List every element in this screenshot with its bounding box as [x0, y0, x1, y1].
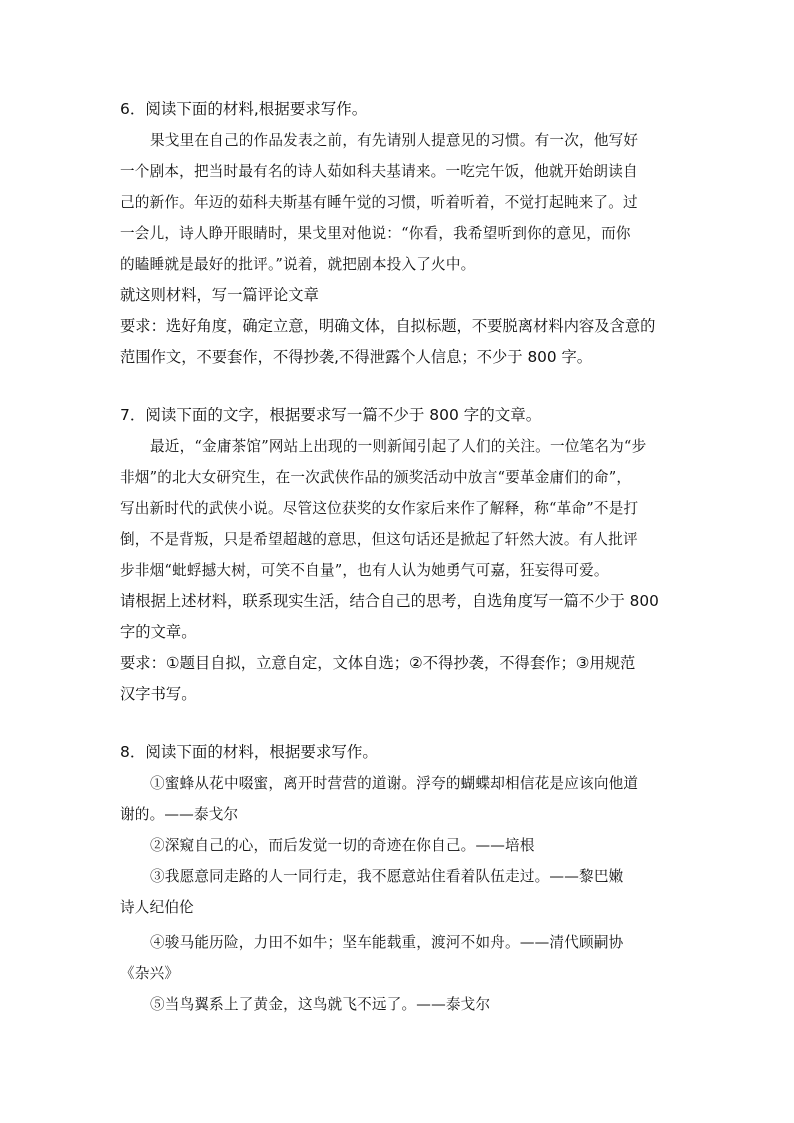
question-7-requirement-line: 汉字书写。: [120, 685, 197, 703]
question-7-material-line: 最近，“金庸茶馆”网站上出现的一则新闻引起了人们的关注。一位笔名为“步: [150, 438, 647, 455]
question-8-quote-1-cont: 谢的。——泰戈尔: [120, 806, 239, 823]
question-8-title: 8．阅读下面的材料，根据要求写作。: [120, 743, 378, 761]
question-7-requirement-line: 要求：①题目自拟，立意自定，文体自选；②不得抄袭，不得套作；③用规范: [120, 654, 636, 672]
question-6-material-line: 己的新作。年迈的茹科夫斯基有睡午觉的习惯，听着听着，不觉打起盹来了。过: [120, 194, 638, 211]
question-7-instruction-line: 字的文章。: [120, 623, 197, 641]
question-8-quote-1: ①蜜蜂从花中啜蜜，离开时营营的道谢。浮夸的蝴蝶却相信花是应该向他道: [150, 775, 639, 792]
question-6-material-line: 的瞌睡就是最好的批评。”说着，就把剧本投入了火中。: [120, 256, 476, 273]
question-6-material-line: 果戈里在自己的作品发表之前，有先请别人提意见的习惯。有一次，他写好: [150, 132, 639, 149]
question-6-material-line: 一会儿，诗人睁开眼睛时，果戈里对他说：“你看，我希望听到你的意见，而你: [120, 225, 631, 242]
question-7-material-line: 步非烟“蚍蜉撼大树，可笑不自量”，也有人认为她勇气可嘉，狂妄得可爱。: [120, 562, 609, 579]
question-6-requirement-line: 要求：选好角度，确定立意，明确文体，自拟标题，不要脱离材料内容及含意的: [120, 317, 656, 335]
question-7-material-line: 写出新时代的武侠小说。尽管这位获奖的女作家后来作了解释，称“革命”不是打: [120, 500, 639, 517]
spacer: [120, 710, 680, 737]
question-6-title: 6．阅读下面的材料,根据要求写作。: [120, 100, 368, 118]
question-7-instruction-line: 请根据上述材料，联系现实生活，结合自己的思考，自选角度写一篇不少于 800: [120, 592, 659, 610]
question-8-quote-4: ④骏马能历险，力田不如牛；坚车能载重，渡河不如舟。——清代顾嗣协: [150, 934, 624, 951]
question-7-title: 7．阅读下面的文字，根据要求写一篇不少于 800 字的文章。: [120, 406, 542, 424]
question-7-material-line: 倒，不是背叛，只是希望超越的意思，但这句话还是掀起了轩然大波。有人批评: [120, 531, 638, 548]
question-6-requirement-line: 范围作文，不要套作，不得抄袭,不得泄露个人信息；不少于 800 字。: [120, 348, 593, 366]
question-7-material-line: 非烟”的北大女研究生，在一次武侠作品的颁奖活动中放言“要革金庸们的命”，: [120, 469, 632, 486]
question-8-quote-3: ③我愿意同走路的人一同行走，我不愿意站住看着队伍走过。——黎巴嫩: [150, 868, 624, 885]
question-8-quote-5: ⑤当鸟翼系上了黄金，这鸟就飞不远了。——泰戈尔: [150, 996, 491, 1013]
question-6-instruction: 就这则材料，写一篇评论文章: [120, 286, 319, 304]
spacer: [120, 373, 680, 400]
question-6-material-line: 一个剧本，把当时最有名的诗人茹如科夫基请来。一吃完午饭，他就开始朗读自: [120, 163, 638, 180]
question-8-quote-3-cont: 诗人纪伯伦: [120, 899, 194, 916]
question-8-quote-4-cont: 《杂兴》: [120, 965, 180, 982]
document-body: [120, 94, 680, 1020]
question-8-quote-2: ②深窥自己的心，而后发觉一切的奇迹在你自己。——培根: [150, 837, 535, 854]
